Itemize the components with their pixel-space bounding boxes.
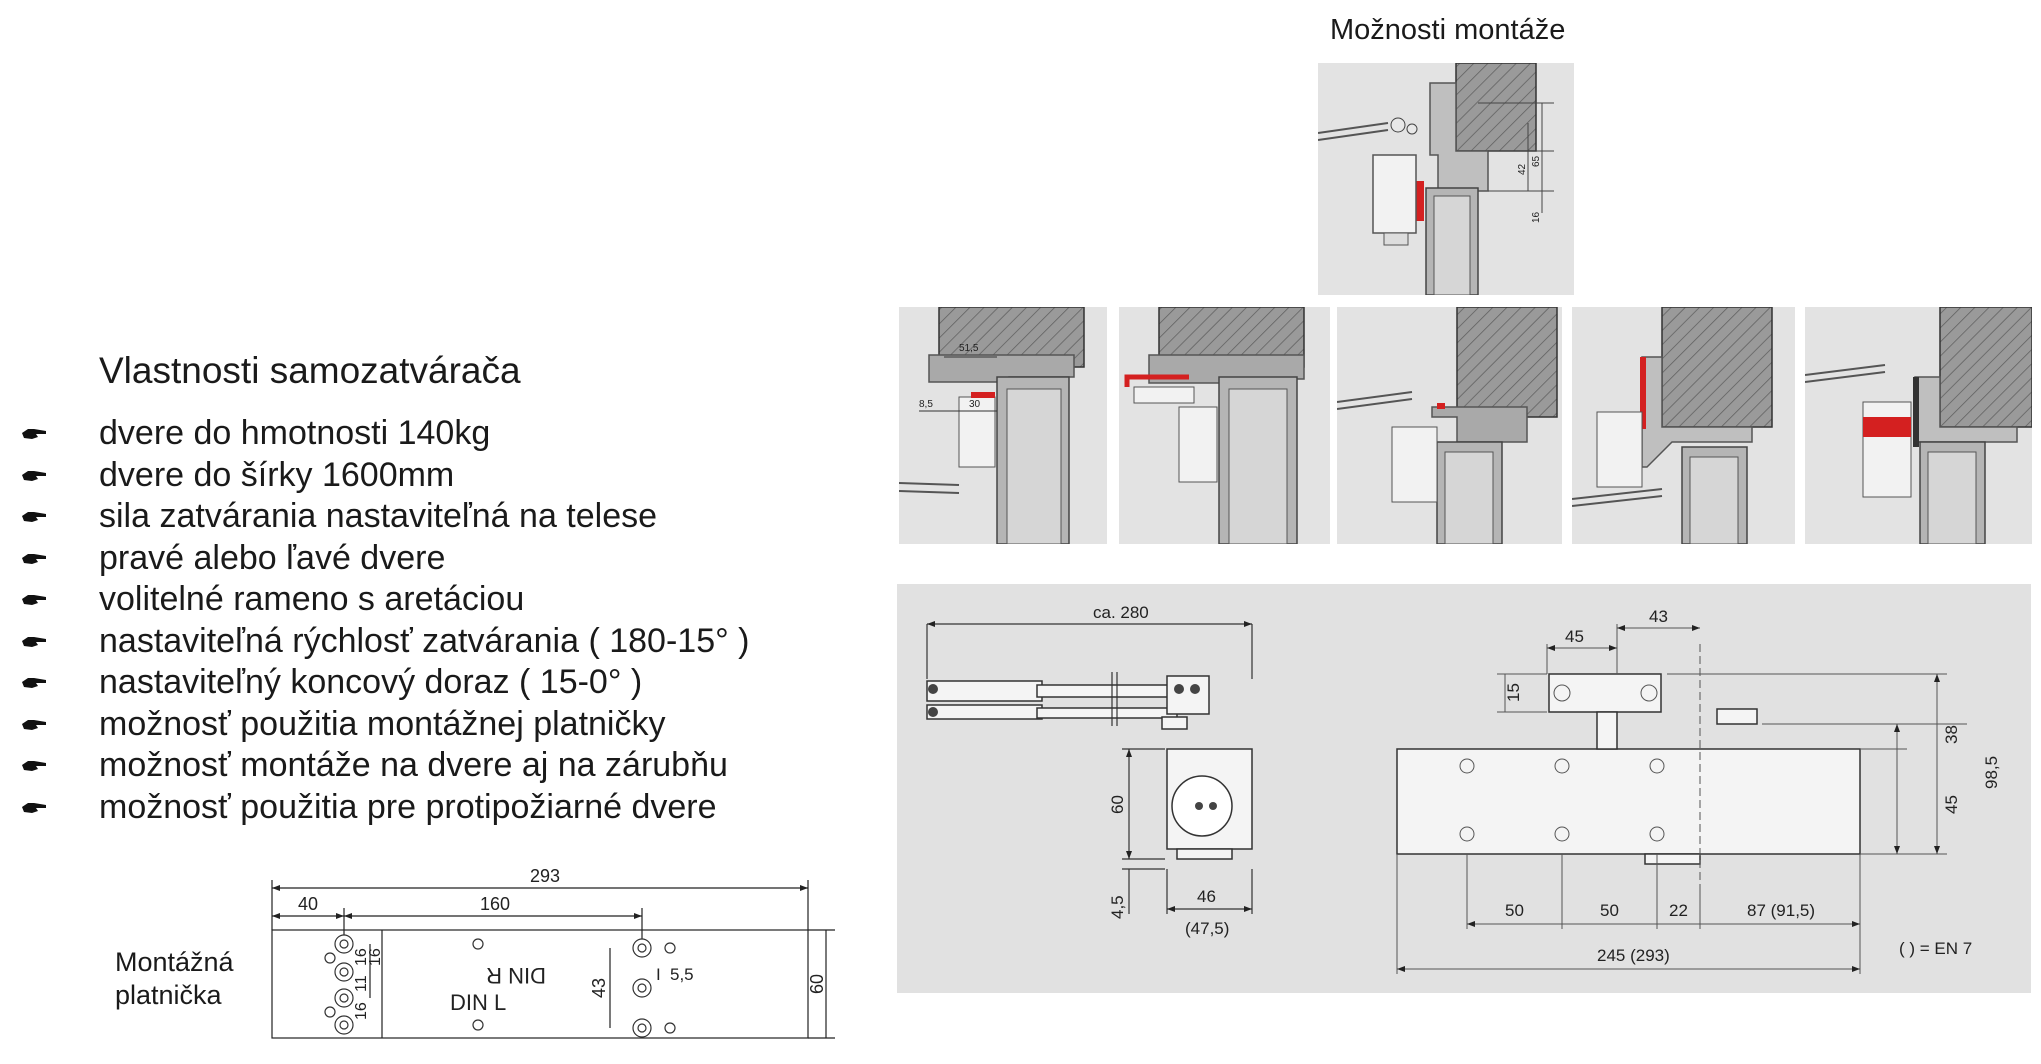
- plate-dim-height: 60: [807, 973, 827, 994]
- dim-15: 15: [1504, 683, 1523, 702]
- dim-38: 38: [1942, 725, 1961, 744]
- dim-50a: 50: [1505, 901, 1524, 920]
- plate-dim-40: 40: [298, 894, 319, 914]
- property-item: možnosť použitia montážnej platničky: [20, 704, 749, 746]
- pointing-hand-icon: [20, 745, 60, 787]
- pointing-hand-icon: [20, 662, 60, 704]
- dim-45: 45: [1565, 627, 1584, 646]
- mounting-panel-5: [1805, 307, 2032, 544]
- plate-din-r: DIN R: [486, 963, 546, 988]
- pointing-hand-icon: [20, 704, 60, 746]
- dim-panel1-30: 30: [969, 399, 981, 410]
- plate-dim-16b: 16: [367, 948, 384, 966]
- pointing-hand-icon: [20, 538, 60, 580]
- dim-45-side: 45: [1942, 795, 1961, 814]
- property-item: pravé alebo ľavé dvere: [20, 538, 749, 580]
- dim-245: 245 (293): [1597, 946, 1670, 965]
- mounting-panel-2: [1119, 307, 1330, 544]
- property-item: dvere do hmotnosti 140kg: [20, 413, 749, 455]
- property-item: dvere do šírky 1600mm: [20, 455, 749, 497]
- dim-en7: ( ) = EN 7: [1899, 939, 1973, 958]
- pointing-hand-icon: [20, 621, 60, 663]
- mounting-panel-4: [1572, 307, 1795, 544]
- mounting-panel-top: [1318, 63, 1574, 295]
- pointing-hand-icon: [20, 787, 60, 829]
- properties-list: [20, 413, 749, 828]
- property-item: nastaviteľný koncový doraz ( 15-0° ): [20, 662, 749, 704]
- plate-dim-160: 160: [480, 894, 511, 914]
- pointing-hand-icon: [20, 455, 60, 497]
- dim-panel1-515: 51,5: [959, 343, 979, 354]
- plate-label-line2: platnička: [115, 980, 222, 1010]
- dim-87: 87 (91,5): [1747, 901, 1816, 920]
- dim-46: 46: [1197, 887, 1216, 906]
- pointing-hand-icon: [20, 413, 60, 455]
- dim-43: 43: [1649, 607, 1668, 626]
- dim-top-42: 42: [1517, 163, 1528, 175]
- dim-4-5: 4,5: [1108, 895, 1127, 919]
- plate-dim-16c: 16: [353, 1002, 370, 1020]
- mounting-panel-3: [1337, 307, 1562, 544]
- dim-panel1-85: 8,5: [919, 399, 933, 410]
- property-item: volitelné rameno s aretáciou: [20, 579, 749, 621]
- dim-47-5: (47,5): [1185, 919, 1230, 938]
- plate-dim-11: 11: [353, 975, 370, 992]
- plate-label-line1: Montážná: [115, 947, 234, 977]
- mounting-plate-drawing: [260, 860, 850, 1060]
- property-item: sila zatvárania nastaviteľná na telese: [20, 496, 749, 538]
- dim-top-16: 16: [1531, 211, 1542, 223]
- mounting-panel-1: [899, 307, 1107, 544]
- dim-60: 60: [1108, 795, 1127, 814]
- property-item: možnosť montáže na dvere aj na zárubňu: [20, 745, 749, 787]
- plate-dim-55: 5,5: [670, 965, 694, 984]
- plate-dim-16a: 16: [353, 948, 370, 966]
- dim-98-5: 98,5: [1982, 755, 2001, 789]
- plate-dim-total: 293: [530, 866, 561, 886]
- plate-dim-43: 43: [589, 977, 609, 998]
- pointing-hand-icon: [20, 579, 60, 621]
- dimensions-panel: [897, 584, 2031, 993]
- mounting-title: Možnosti montáže: [1330, 14, 1566, 46]
- pointing-hand-icon: [20, 496, 60, 538]
- plate-dim-i: I: [656, 965, 661, 984]
- property-item: možnosť použitia pre protipožiarné dvere: [20, 787, 749, 829]
- dim-ca280: ca. 280: [1093, 603, 1149, 622]
- property-item: nastaviteľná rýchlosť zatvárania ( 180-15° ): [20, 621, 749, 663]
- dim-top-65: 65: [1531, 155, 1542, 167]
- plate-din-l: DIN L: [450, 990, 507, 1015]
- plate-label: [115, 946, 234, 1012]
- dim-50b: 50: [1600, 901, 1619, 920]
- dim-22: 22: [1669, 901, 1688, 920]
- properties-title: Vlastnosti samozatvárača: [99, 350, 521, 391]
